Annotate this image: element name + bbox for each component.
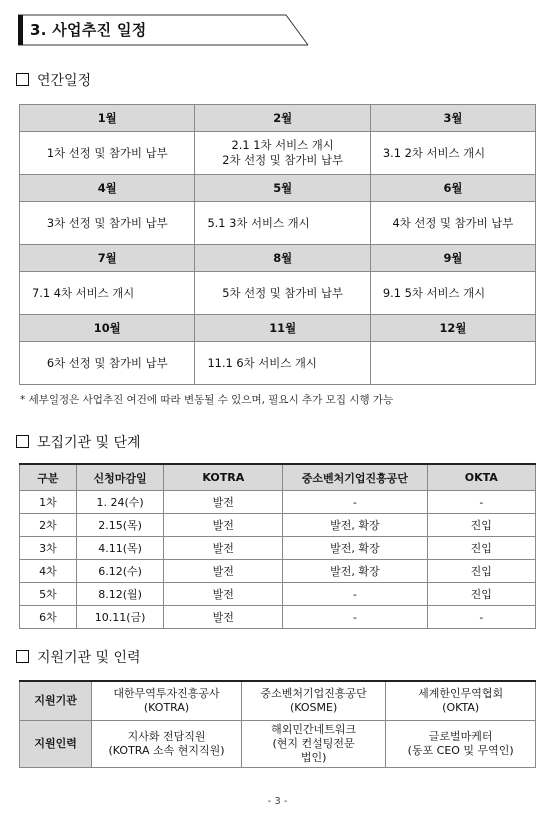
support-cell (386, 721, 536, 768)
month-header-row (20, 315, 536, 342)
table-row (20, 537, 536, 560)
checkbox-square-icon (16, 435, 29, 448)
table-cell: 1차 (20, 491, 77, 514)
table-row (20, 560, 536, 583)
schedule-cell (195, 272, 370, 315)
table-cell: - (283, 606, 427, 629)
schedule-heading-text: 연간일정 (37, 73, 92, 89)
schedule-cell (370, 272, 535, 315)
schedule-note: * 세부일정은 사업추진 여건에 따라 변동될 수 있으며, 필요시 추가 모집 시행 가능 (20, 394, 394, 406)
table-cell: 발전 (164, 537, 283, 560)
table-cell: 4차 (20, 560, 77, 583)
table-row (20, 606, 536, 629)
schedule-cell (195, 342, 370, 385)
cell-line: (OKTA) (442, 701, 480, 714)
table-cell: - (283, 583, 427, 606)
table-cell: 6.12(수) (76, 560, 164, 583)
schedule-cell (370, 132, 535, 175)
page-title: 3. 사업추진 일정 (30, 21, 147, 39)
row-label: 지원기관 (20, 681, 92, 721)
month-header-row (20, 175, 536, 202)
table-row (20, 583, 536, 606)
recruit-heading-text: 모집기관 및 단계 (37, 435, 141, 451)
support-table (19, 680, 536, 768)
table-cell: 진입 (427, 583, 535, 606)
cell-line: 1차 선정 및 참가비 납부 (46, 146, 168, 160)
table-cell: 진입 (427, 537, 535, 560)
cell-line: 해외민간네트워크 (271, 723, 357, 736)
schedule-cell (20, 272, 195, 315)
cell-line: (KOSME) (289, 701, 338, 714)
cell-line: 3.1 2차 서비스 개시 (382, 146, 486, 160)
schedule-cell (20, 202, 195, 245)
table-cell: 발전 (164, 491, 283, 514)
cell-line: 7.1 4차 서비스 개시 (32, 286, 135, 300)
table-row (20, 721, 536, 768)
table-row (20, 491, 536, 514)
table-cell: 1. 24(수) (76, 491, 164, 514)
table-cell: 2차 (20, 514, 77, 537)
schedule-cell (20, 342, 195, 385)
table-cell: 발전, 확장 (283, 514, 427, 537)
page-number: - 3 - (267, 796, 288, 807)
support-heading-text: 지원기관 및 인력 (37, 650, 141, 666)
table-cell: - (427, 606, 535, 629)
table-cell: 발전, 확장 (283, 560, 427, 583)
table-cell: 8.12(월) (76, 583, 164, 606)
support-cell (92, 681, 242, 721)
cell-line: 2.1 1차 서비스 개시 (231, 138, 334, 152)
cell-line: (KOTRA 소속 현지직원) (108, 744, 225, 757)
month-header: 5월 (195, 175, 370, 202)
schedule-cell (195, 202, 370, 245)
support-heading (16, 647, 141, 667)
cell-line: 11.1 6차 서비스 개시 (207, 356, 317, 370)
checkbox-square-icon (16, 73, 29, 86)
table-cell: 발전 (164, 583, 283, 606)
cell-line: 글로벌마케터 (428, 730, 493, 743)
month-header: 7월 (20, 245, 195, 272)
table-row (20, 514, 536, 537)
cell-line: 5차 선정 및 참가비 납부 (222, 286, 344, 300)
schedule-row (20, 342, 536, 385)
table-cell: - (427, 491, 535, 514)
table-cell: 2.15(목) (76, 514, 164, 537)
month-header: 9월 (370, 245, 535, 272)
cell-line: 지사화 전담직원 (127, 730, 206, 743)
annual-schedule-table (19, 104, 536, 385)
recruit-heading (16, 432, 141, 452)
column-header: 신청마감일 (76, 464, 164, 491)
table-cell: 6차 (20, 606, 77, 629)
month-header-row (20, 245, 536, 272)
schedule-row (20, 272, 536, 315)
schedule-cell (370, 202, 535, 245)
cell-line: 9.1 5차 서비스 개시 (382, 286, 486, 300)
cell-line: 중소벤처기업진흥공단 (260, 687, 367, 700)
month-header: 10월 (20, 315, 195, 342)
month-header: 8월 (195, 245, 370, 272)
cell-line: 법인) (300, 751, 327, 764)
month-header: 3월 (370, 105, 535, 132)
schedule-cell (370, 342, 535, 385)
schedule-row (20, 202, 536, 245)
cell-line: 4차 선정 및 참가비 납부 (392, 216, 514, 230)
table-row (20, 681, 536, 721)
table-cell: 발전 (164, 606, 283, 629)
table-cell: 발전, 확장 (283, 537, 427, 560)
month-header-row (20, 105, 536, 132)
cell-line: (동포 CEO 및 무역인) (407, 744, 514, 757)
schedule-cell (195, 132, 370, 175)
month-header: 1월 (20, 105, 195, 132)
support-cell (241, 681, 385, 721)
cell-line: 3차 선정 및 참가비 납부 (46, 216, 168, 230)
section-title-banner (18, 14, 308, 46)
cell-line: 5.1 3차 서비스 개시 (207, 216, 310, 230)
cell-line: (현지 컨설팅전문 (272, 737, 355, 750)
cell-line: (KOTRA) (143, 701, 190, 714)
column-header: 중소벤처기업진흥공단 (283, 464, 427, 491)
column-header: 구분 (20, 464, 77, 491)
support-cell (92, 721, 242, 768)
table-cell: 10.11(금) (76, 606, 164, 629)
checkbox-square-icon (16, 650, 29, 663)
cell-line: 2차 선정 및 참가비 납부 (222, 153, 344, 167)
schedule-cell (20, 132, 195, 175)
month-header: 11월 (195, 315, 370, 342)
cell-line: 대한무역투자진흥공사 (113, 687, 220, 700)
table-cell: 진입 (427, 514, 535, 537)
table-cell: 3차 (20, 537, 77, 560)
column-header: KOTRA (164, 464, 283, 491)
support-cell (241, 721, 385, 768)
cell-line: 세계한인무역협회 (418, 687, 504, 700)
table-cell: 진입 (427, 560, 535, 583)
month-header: 2월 (195, 105, 370, 132)
month-header: 6월 (370, 175, 535, 202)
month-header: 4월 (20, 175, 195, 202)
table-cell: 5차 (20, 583, 77, 606)
table-cell: - (283, 491, 427, 514)
recruit-table (19, 463, 536, 629)
table-cell: 발전 (164, 514, 283, 537)
support-cell (386, 681, 536, 721)
table-cell: 발전 (164, 560, 283, 583)
table-cell: 4.11(목) (76, 537, 164, 560)
cell-line: 6차 선정 및 참가비 납부 (46, 356, 168, 370)
schedule-heading (16, 70, 91, 90)
month-header: 12월 (370, 315, 535, 342)
column-header: OKTA (427, 464, 535, 491)
row-label: 지원인력 (20, 721, 92, 768)
schedule-row (20, 132, 536, 175)
